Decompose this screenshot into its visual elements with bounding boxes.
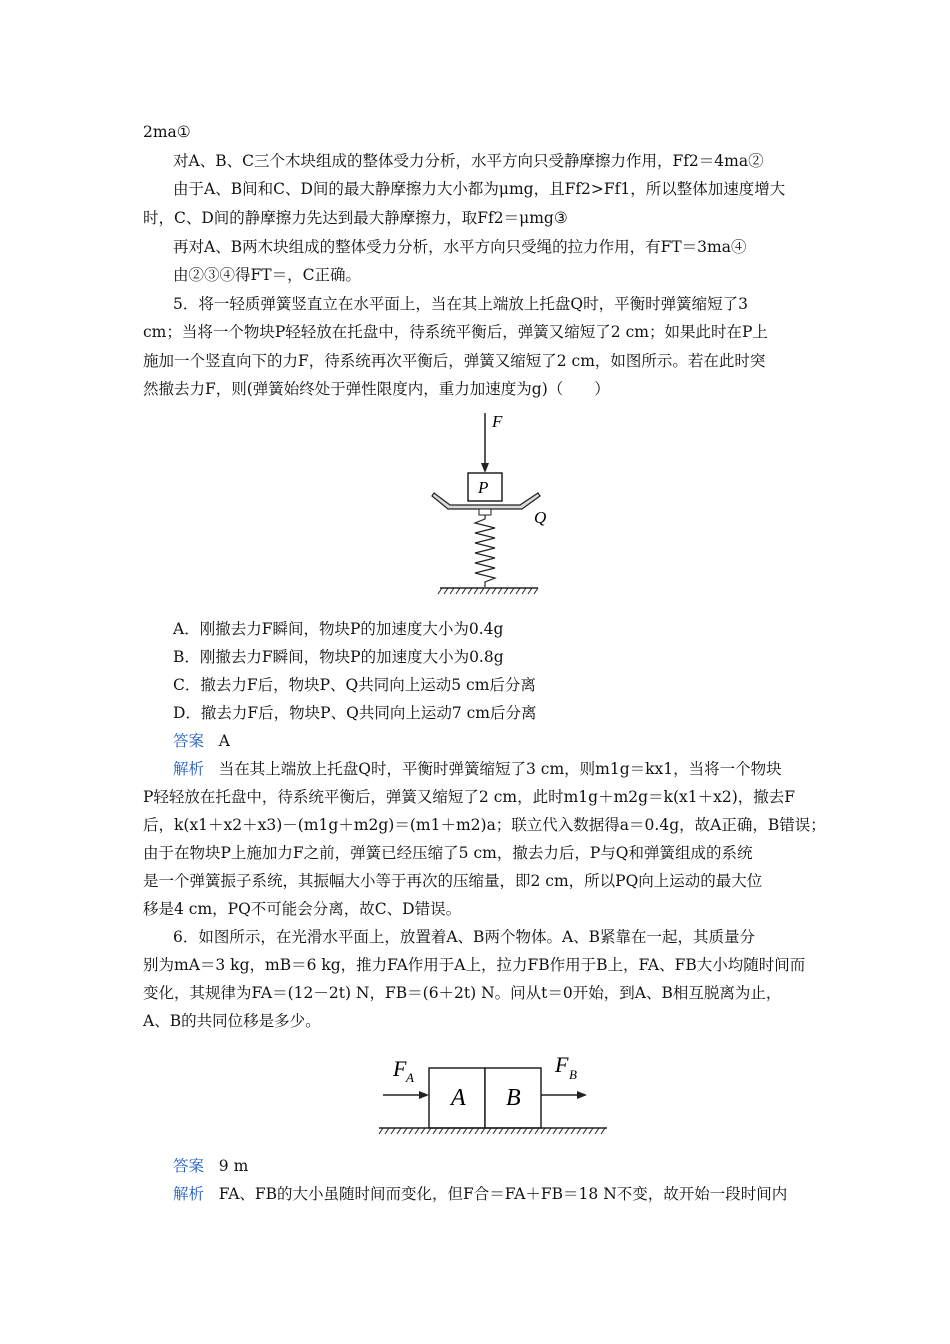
- question-6-text: 变化，其规律为FA＝(12－2t) N，FB＝(6＋2t) N。问从t＝0开始，到A、B相互脱离为止，: [143, 984, 782, 1002]
- analysis-line: 由于在物块P上施加力F之前，弹簧已经压缩了5 cm，撤去力后，P与Q和弹簧组成的系统: [143, 844, 753, 862]
- text-line: 再对A、B两木块组成的整体受力分析，水平方向只受绳的拉力作用，有FT＝3ma④: [173, 238, 747, 256]
- question-5-text: cm；当将一个物块P轻轻放在托盘中，待系统平衡后，弹簧又缩短了2 cm；如果此时在P上: [143, 323, 768, 341]
- question-5-text: 5．将一轻质弹簧竖直立在水平面上，当在其上端放上托盘Q时，平衡时弹簧缩短了3: [173, 295, 748, 313]
- block-p-label: P: [478, 478, 489, 497]
- ground-hatch: [379, 1128, 605, 1134]
- text-line: 对A、B、C三个木块组成的整体受力分析，水平方向只受静摩擦力作用，Ff2＝4ma②: [173, 152, 764, 170]
- answer-label: 答案: [173, 732, 205, 750]
- spring: [475, 515, 495, 587]
- force-label: F: [492, 412, 503, 431]
- analysis-label: 解析: [173, 1185, 205, 1203]
- option-b: B．刚撤去力F瞬间，物块P的加速度大小为0.8g: [173, 648, 504, 666]
- answer-label: 答案: [173, 1157, 205, 1175]
- analysis-line: 是一个弹簧振子系统，其振幅大小等于再次的压缩量，即2 cm，所以PQ向上运动的最大位: [143, 872, 763, 890]
- force-fb-label: F: [555, 1052, 569, 1077]
- blocks-ab-figure: [375, 1040, 615, 1145]
- force-arrow-head: [481, 463, 489, 473]
- question-6-text: A、B的共同位移是多少。: [143, 1012, 321, 1030]
- text-line: 由②③④得FT＝，C正确。: [173, 266, 361, 284]
- question-5-text: 施加一个竖直向下的力F，待系统再次平衡后，弹簧又缩短了2 cm，如图所示。若在此时突: [143, 352, 766, 370]
- option-c: C．撤去力F后，物块P、Q共同向上运动5 cm后分离: [173, 676, 536, 694]
- analysis-line: 后，k(x1＋x2＋x3)－(m1g＋m2g)＝(m1＋m2)a；联立代入数据得a＝0.4g，故A正确，B错误；: [143, 816, 826, 834]
- spring-top-cap: [479, 509, 491, 515]
- force-fb-arrow-head: [577, 1091, 587, 1099]
- analysis-label: 解析: [173, 760, 205, 778]
- force-fa-arrow-head: [419, 1091, 429, 1099]
- analysis-text: 当在其上端放上托盘Q时，平衡时弹簧缩短了3 cm，则m1g＝kx1，当将一个物块: [218, 760, 782, 778]
- question-6-text: 别为mA＝3 kg，mB＝6 kg，推力FA作用于A上，拉力FB作用于B上，FA、FB大小均随时间而: [143, 956, 806, 974]
- question-6-text: 6．如图所示，在光滑水平面上，放置着A、B两个物体。A、B紧靠在一起，其质量分: [173, 928, 756, 946]
- question-5-text: 然撤去力F，则(弹簧始终处于弹性限度内，重力加速度为g)（ ）: [143, 380, 610, 398]
- tray-q-label: Q: [534, 508, 547, 527]
- text-line: 由于A、B间和C、D间的最大静摩擦力大小都为μmg，且Ff2>Ff1，所以整体加速度增大: [173, 180, 786, 198]
- analysis-5: [173, 759, 782, 779]
- analysis-line: P轻轻放在托盘中，待系统平衡后，弹簧又缩短了2 cm，此时m1g＋m2g＝k(x1＋x2)，撤去F: [143, 788, 796, 806]
- force-fa-subscript: A: [406, 1070, 414, 1085]
- answer-value: A: [218, 732, 230, 750]
- option-d: D．撤去力F后，物块P、Q共同向上运动7 cm后分离: [173, 704, 537, 722]
- option-a: A．刚撤去力F瞬间，物块P的加速度大小为0.4g: [173, 620, 504, 638]
- analysis-6: [173, 1184, 787, 1204]
- analysis-text: FA、FB的大小虽随时间而变化，但F合＝FA＋FB＝18 N不变，故开始一段时间内: [218, 1185, 788, 1203]
- force-fa-label: F: [393, 1056, 407, 1081]
- force-fb-subscript: B: [569, 1067, 577, 1082]
- answer-5: [173, 731, 230, 751]
- text-line: 时，C、D间的静摩擦力先达到最大静摩擦力，取Ff2＝μmg③: [143, 209, 568, 227]
- block-a-label: A: [451, 1085, 466, 1111]
- answer-value: 9 m: [218, 1157, 249, 1175]
- block-b-label: B: [506, 1085, 521, 1111]
- text-line: 2ma①: [143, 123, 191, 141]
- analysis-line: 移是4 cm，PQ不可能会分离，故C、D错误。: [143, 900, 462, 918]
- spring-tray-figure: [420, 405, 570, 605]
- answer-6: [173, 1156, 248, 1176]
- ground-hatch: [438, 588, 538, 594]
